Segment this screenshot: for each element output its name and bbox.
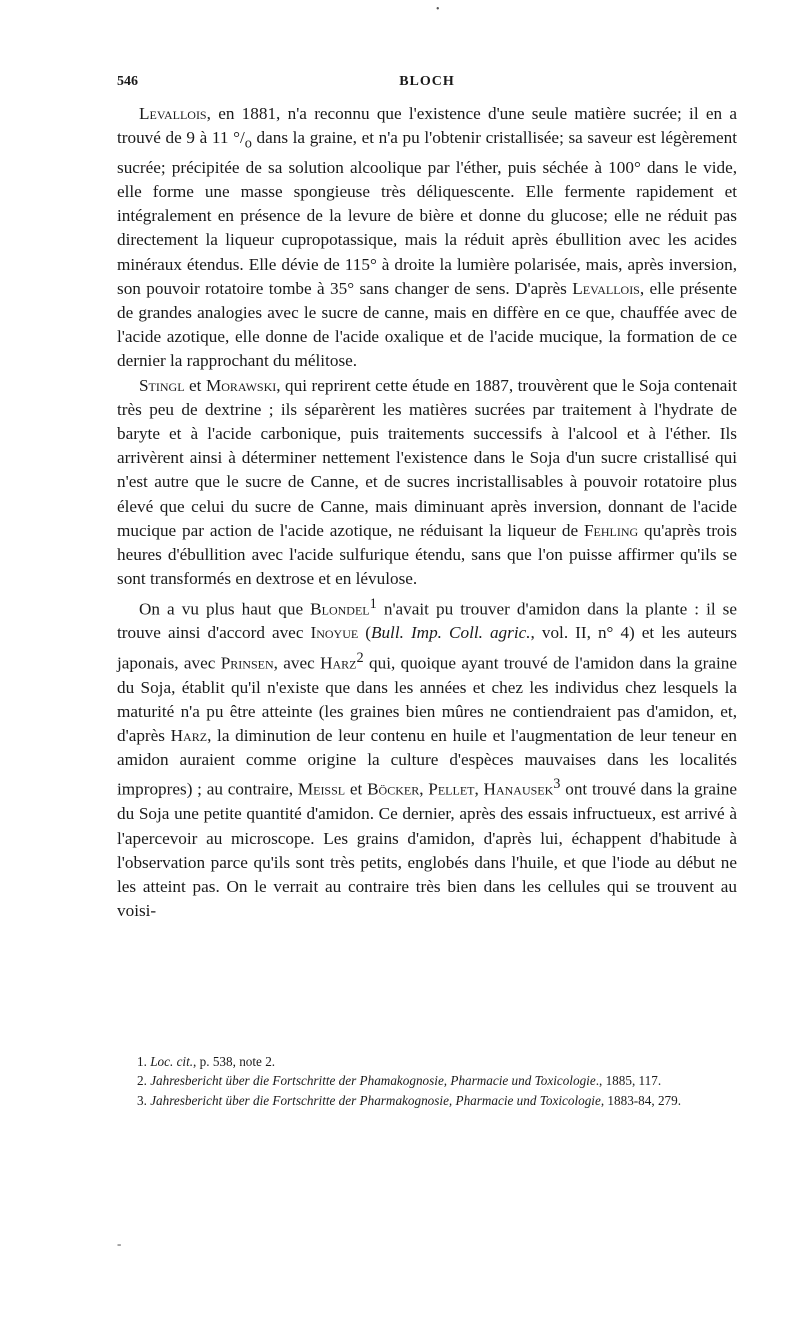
footnote-ref: 2 — [356, 649, 364, 666]
italic-title: Loc. cit. — [150, 1054, 194, 1069]
text-run: 1. — [137, 1054, 151, 1069]
author-name: Böcker — [367, 780, 420, 800]
author-name: Hanausek — [483, 780, 554, 800]
paragraph — [117, 374, 737, 592]
footnotes — [117, 1052, 737, 1110]
author-name: Levallois — [572, 278, 640, 298]
text-run: , en 1881, n'a reconnu que l'existence d'une seule matière sucrée; il en a trouvé de 9 à 11 °/ — [117, 104, 737, 148]
author-name: Prinsen — [220, 653, 274, 673]
text-run: et — [184, 375, 206, 395]
text-run: qui, quoique ayant trouvé de l'amidon dans la graine du Soja, établit qu'il n'existe que dans les années et chez les individus chez lesquels la maturité n'a pu être atteinte (les graines bien mûres ne contiendraient pas d'amidon, et, d'après — [117, 653, 737, 745]
text-run: dans la graine, et n'a pu l'obtenir cristallisée; sa saveur est légèrement sucrée; précipitée de sa solution alcoolique par l'éther, puis séchée à 100° dans le vide, elle forme une masse spongieuse très déliquescente. Elle fermente rapidement et intégralement en présence de la levure de bière et donne du glucose; elle ne réduit pas directement la liqueur cupropotassique, mais la réduit après ébullition avec les acides minéraux étendus. Elle dévie de 115° à droite la lumière polarisée, mais, après inversion, son pouvoir rotatoire tombe à 35° sans changer de sens. D'après — [117, 128, 737, 298]
author-name: Fehling — [583, 520, 639, 540]
text-run: ( — [358, 623, 371, 643]
text-run: , la diminution de leur contenu en huile et l'augmentation de leur teneur en amidon auraient comme origine la culture d'espèces mauvaises dans les localités impropres) ; au contraire, — [117, 725, 737, 800]
body-text — [117, 102, 737, 923]
text-run: , p. 538, note 2. — [193, 1054, 276, 1069]
page-mark-bottom: - — [117, 1236, 122, 1251]
author-name: Harz — [170, 725, 208, 745]
text-run: et — [345, 780, 368, 800]
text-run: n'avait pu trouver d'amidon dans la plante : il se trouve ainsi d'accord avec — [117, 599, 737, 643]
text-run: , vol. II, n° 4) et les auteurs japonais, avec — [117, 623, 737, 673]
running-header — [117, 74, 737, 94]
text-run: qu'après trois heures d'ébullition avec l'acide sulfurique étendu, sans que l'on puisse affirmer qu'ils se sont transformés en dextrose et en lévulose. — [117, 520, 737, 589]
text-run: , — [474, 780, 484, 800]
page-mark-top: • — [436, 4, 440, 15]
text-run: , — [419, 780, 429, 800]
paragraph — [117, 592, 737, 924]
footnote-ref: 3 — [553, 776, 561, 793]
italic-title: Jahresbericht über die Fortschritte der Phamakognosie, Pharmacie und Toxicologie — [150, 1073, 596, 1089]
author-name: Levallois — [139, 104, 207, 123]
text-run: , avec — [273, 653, 321, 673]
text-run: 3. — [137, 1092, 151, 1108]
text-run: , qui reprirent cette étude en 1887, trouvèrent que le Soja contenait très peu de dextrine ; ils séparèrent les matières sucrées par traitement à l'hydrate de baryte et à l'acide carbonique, puis traitements successifs à l'alcool et à l'éther. Ils arrivèrent ainsi à déterminer nettement l'existence dans le Soja d'un sucre cristallisé qui n'est autre que le sucre de Canne, et de sucres incristallisables à pouvoir rotatoire plus élevé que celui du sucre de Canne, mais diminuant après inversion, donnant de l'acide mucique par action de l'acide azotique, ne réduisant la liqueur de — [117, 375, 737, 540]
text-run: ont trouvé dans la graine du Soja une petite quantité d'amidon. Ce dernier, après des essais infructueux, est arrivé à l'apercevoir au microscope. Les grains d'amidon, d'après lui, échappent d'habitude à l'observation parce qu'ils sont très petits, englobés dans l'huile, et que l'iode au début ne les atteint pas. On le verrait au contraire très bien dans les cellules qui se trouvent au voisi- — [117, 780, 738, 921]
italic-title: Jahresbericht über die Fortschritte der Pharmakognosie, Pharmacie und Toxicologie — [150, 1092, 601, 1108]
author-name: Blondel — [310, 599, 370, 619]
text-run: , elle présente de grandes analogies avec le sucre de canne, mais en diffère en ce que, chauffée avec de l'acide azotique, elle donne de l'acide oxalique et de l'acide mucique, la formation de ce dernier la rapprochant du mélitose. — [117, 278, 737, 371]
text-run: , 1883-84, 279. — [600, 1092, 682, 1108]
author-name: Inoyue — [310, 623, 359, 643]
footnote-ref: 1 — [369, 595, 377, 612]
paragraph — [117, 102, 737, 374]
running-title: BLOCH — [399, 74, 455, 89]
page-number: 546 — [117, 74, 138, 89]
footnote — [117, 1052, 737, 1071]
italic-title: Bull. Imp. Coll. agric. — [370, 623, 531, 643]
text-run: On a vu plus haut que — [139, 599, 311, 619]
author-name: Harz — [320, 653, 357, 673]
author-name: Stingl — [139, 375, 185, 395]
author-name: Meissl — [297, 780, 346, 800]
author-name: Pellet — [428, 780, 475, 800]
author-name: Morawski — [205, 375, 277, 395]
footnote — [117, 1091, 737, 1110]
text-run: o — [244, 135, 252, 152]
text-run: ., 1885, 117. — [595, 1073, 662, 1089]
text-run: 2. — [137, 1073, 151, 1089]
footnote — [117, 1071, 737, 1090]
